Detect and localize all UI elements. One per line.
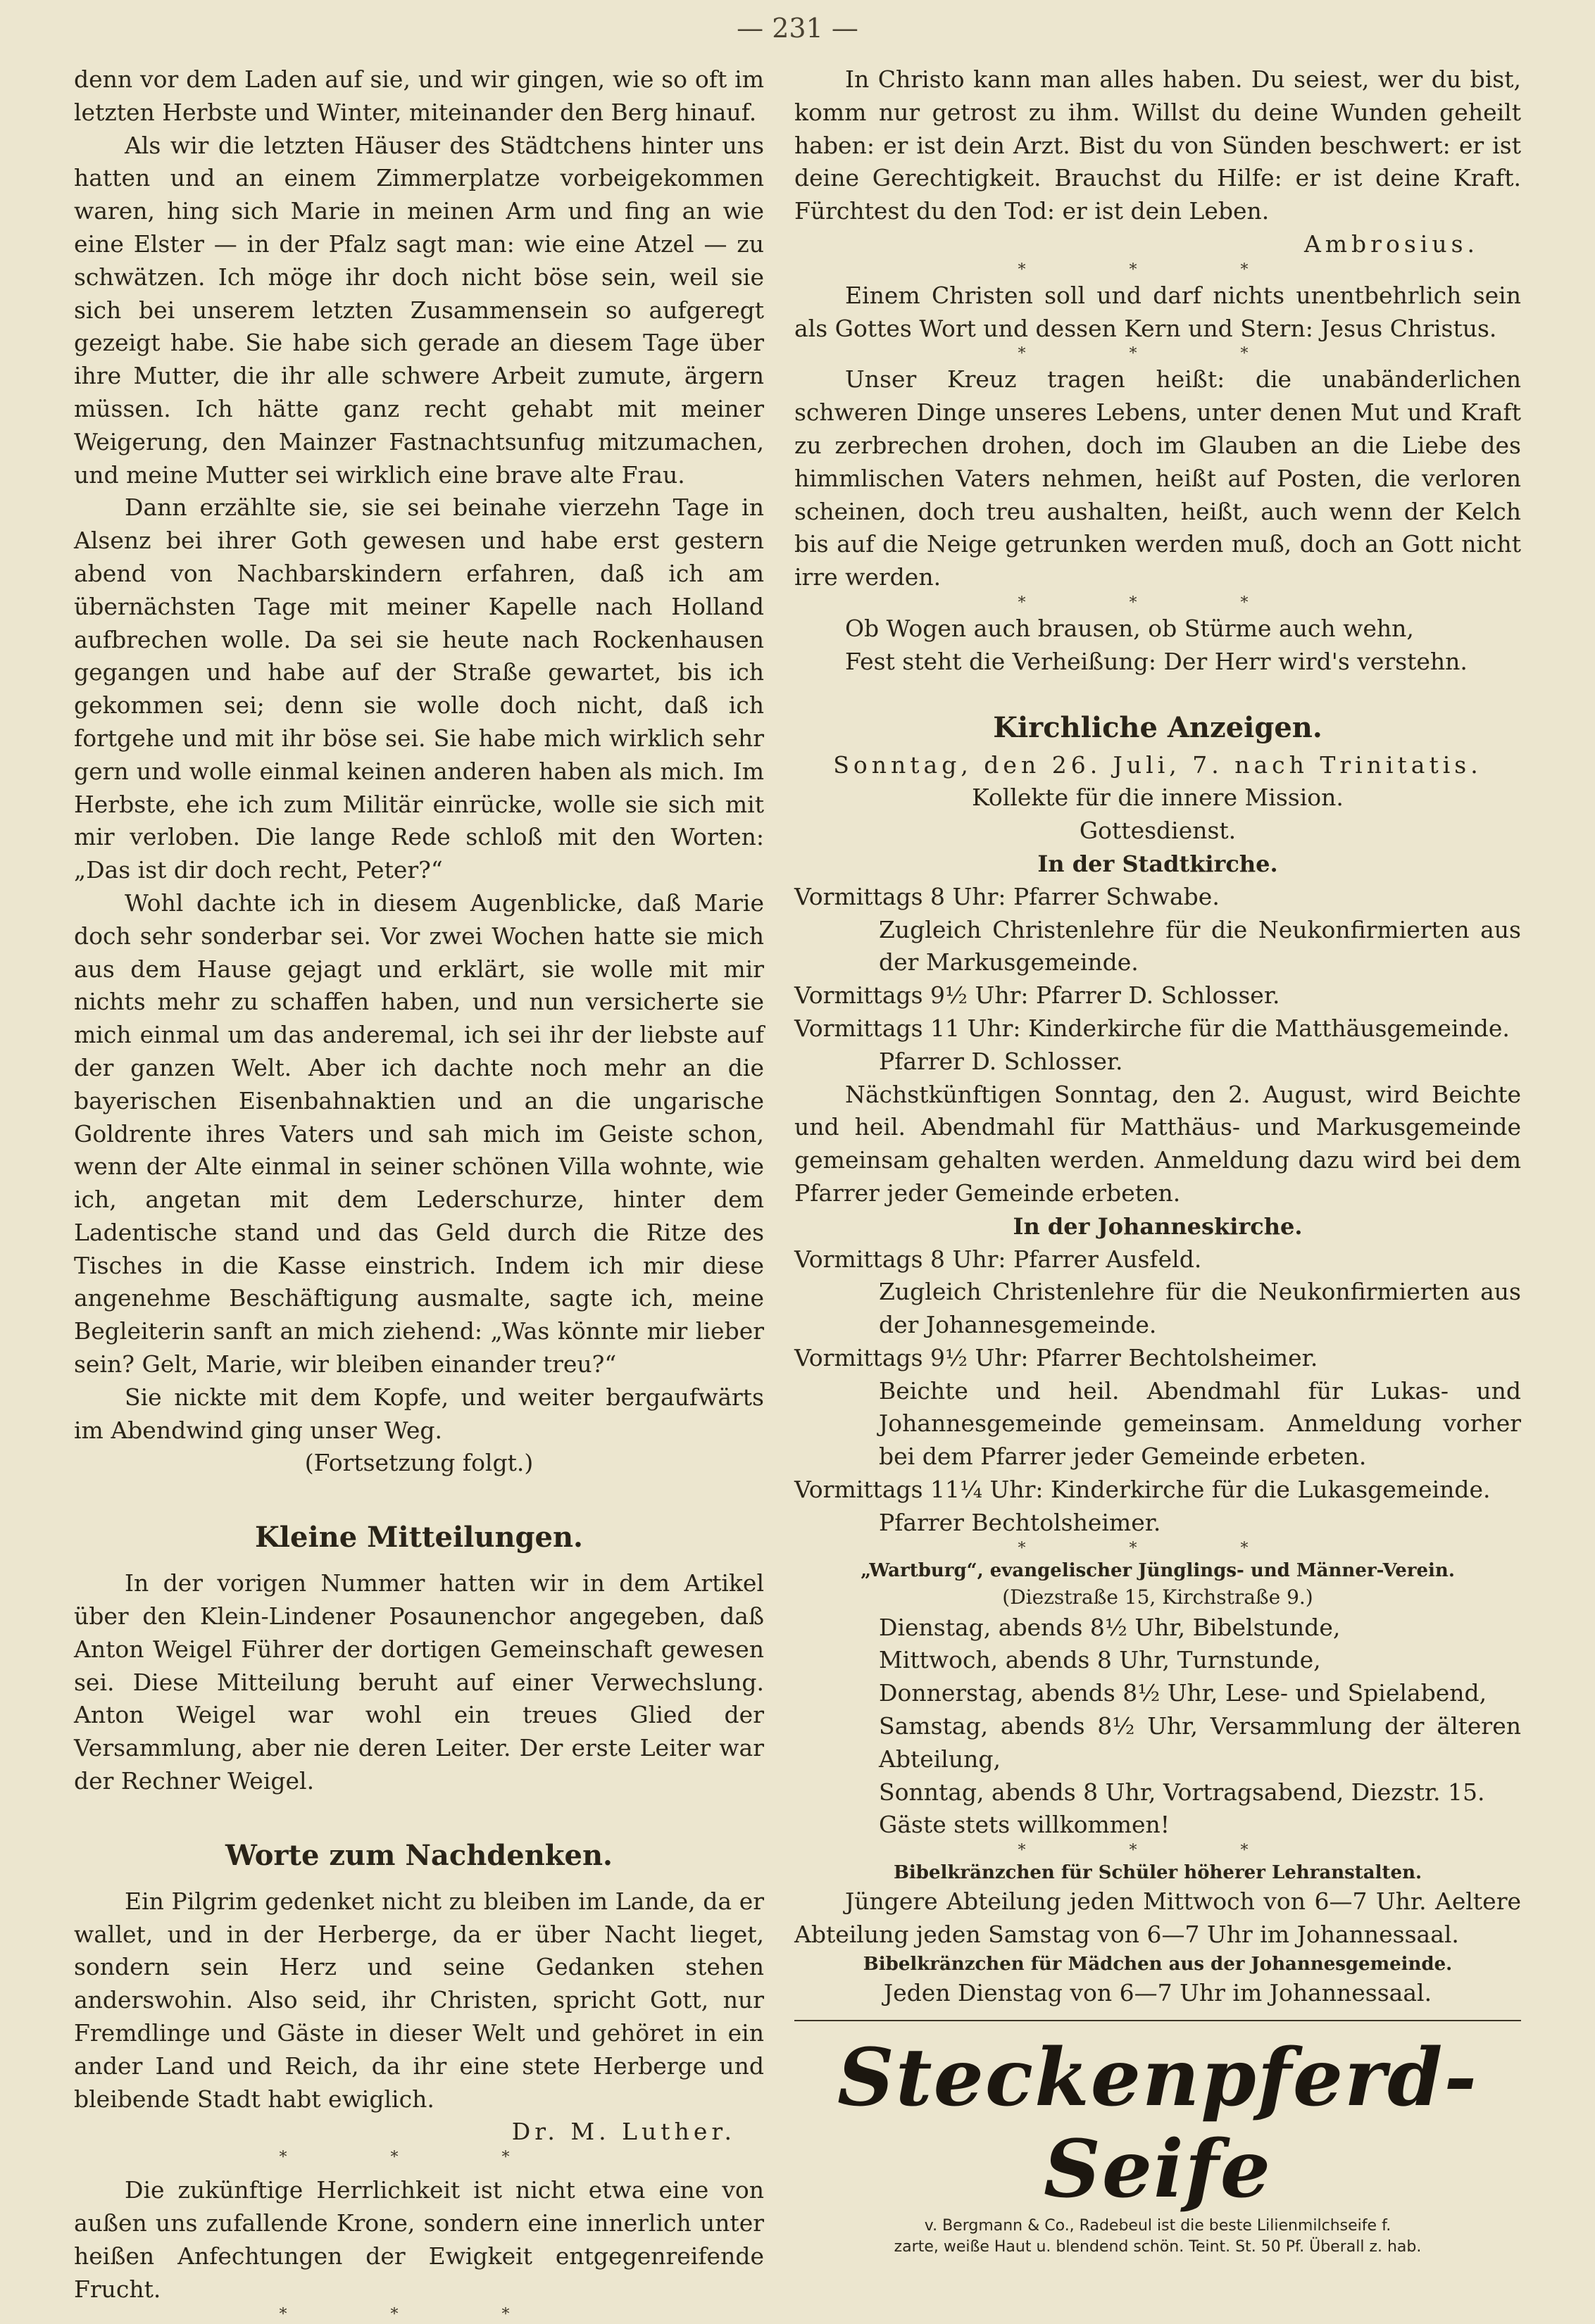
story-paragraph: denn vor dem Laden auf sie, und wir gingen, wie so oft im letzten Herbste und Winter, miteinander den Berg hinauf.	[74, 65, 764, 126]
story-paragraph: Wohl dachte ich in diesem Augenblicke, daß Marie doch sehr sonderbar sei. Vor zwei Wochen hatte sie mich aus dem Hause gejagt und erklärt, sie wolle mit mir nichts mehr zu schaffen haben, und nun versicherte sie mich einmal um das anderemal, ich sei ihr der liebste auf der ganzen Welt. Aber ich dachte noch mehr an die bayerischen Eisenbahnaktien und an die ungarische Goldrente ihres Vaters und sah mich im Geiste schon, wenn der Alte einmal in seiner schönen Villa wohnte, wie ich, angetan mit dem Lederschurze, hinter dem Ladentische stand und das Geld durch die Ritze des Tisches in die Kasse einstrich. Indem ich mir diese angenehme Beschäftigung ausmalte, sagte ich, meine Begleiterin sanft an mich ziehend: „Was könnte mir lieber sein? Gelt, Marie, wir bleiben einander treu?“	[74, 888, 764, 1378]
service-label: Gottesdienst.	[1079, 817, 1237, 845]
advertisement-divider	[794, 2020, 1521, 2021]
author-signature: Dr. M. Luther.	[511, 2118, 736, 2146]
story-paragraph: Dann erzählte sie, sie sei beinahe vierzehn Tage in Alsenz bei ihrer Goth gewesen und habe erst gestern abend von Nachbarskindern erfahren, daß ich am übernächsten Tage mit meiner Kapelle nach Holland aufbrechen wolle. Da sei sie heute nach Rockenhausen gegangen und habe auf der Straße gewartet, bis ich gekommen sei; denn sie wolle doch nicht, daß ich fortgehe und mit ihr böse sei. Sie habe mich wirklich sehr gern und wolle einmal keinen anderen haben als mich. Im Herbste, ehe ich zum Militär einrücke, wolle sie sich mit mir verloben. Die lange Rede schloß mit den Worten: „Das ist dir doch recht, Peter?“	[74, 494, 764, 884]
service-entry: Vormittags 11¼ Uhr: Kinderkirche für die Lukasgemeinde.	[794, 1476, 1491, 1504]
advertisement-line: zarte, weiße Haut u. blendend schön. Teint. St. 50 Pf. Überall z. hab.	[894, 2237, 1422, 2256]
wartburg-item: Sonntag, abends 8 Uhr, Vortragsabend, Diezstr. 15.	[879, 1778, 1485, 1806]
wartburg-heading: „Wartburg“, evangelischer Jünglings- und Männer-Verein.	[861, 1559, 1455, 1581]
advertisement-line: v. Bergmann & Co., Radebeul ist die beste Lilienmilchseife f.	[924, 2216, 1391, 2235]
service-detail: Zugleich Christenlehre für die Neukonfirmierten aus der Markusgemeinde.	[879, 915, 1521, 976]
worte-heading: Worte zum Nachdenken.	[225, 1838, 613, 1872]
page-number: — 231 —	[737, 13, 858, 44]
steckenpferd-seife-logo: Steckenpferd-Seife	[837, 2031, 1478, 2216]
service-detail: Zugleich Christenlehre für die Neukonfirmierten aus der Johannesgemeinde.	[879, 1278, 1521, 1339]
kleine-mitteilungen-text: In der vorigen Nummer hatten wir in dem Artikel über den Klein-Lindener Posaunenchor angegeben, daß Anton Weigel Führer der dortigen Gemeinschaft gewesen sei. Diese Mitteilung beruht auf einer Verwechslung. Anton Weigel war wohl ein treues Glied der Versammlung, aber nie deren Leiter. Der erste Leiter war der Rechner Weigel.	[74, 1569, 764, 1795]
bibelkraenzchen-schueler-text: Jüngere Abteilung jeden Mittwoch von 6—7 Uhr. Aeltere Abteilung jeden Samstag von 6—7 Uhr im Johannessaal.	[794, 1888, 1521, 1949]
kleine-mitteilungen-heading: Kleine Mitteilungen.	[255, 1521, 583, 1554]
story-paragraph: Als wir die letzten Häuser des Städtchens hinter uns hatten und an einem Zimmerplatze vorbeigekommen waren, hing sich Marie in meinen Arm und fing an wie eine Elster — in der Pfalz sagt man: wie eine Atzel — zu schwätzen. Ich möge ihr doch nicht böse sein, weil sie sich bei unserem letzten Zusammensein so aufgeregt gezeigt habe. Sie habe sich gerade an diesem Tage über ihre Mutter, die ihr alle schwere Arbeit zumute, ärgern müssen. Ich hätte ganz recht gehabt mit meiner Weigerung, den Mainzer Fastnachtsunfug mitzumachen, und meine Mutter sei wirklich eine brave alte Frau.	[74, 131, 764, 489]
verse-line: Fest steht die Verheißung: Der Herr wird's verstehn.	[845, 647, 1468, 675]
wartburg-guests: Gäste stets willkommen!	[879, 1811, 1170, 1839]
kirchliche-anzeigen-heading: Kirchliche Anzeigen.	[993, 710, 1322, 744]
sunday-date: Sonntag, den 26. Juli, 7. nach Trinitatis.	[833, 750, 1482, 779]
quote-paragraph: Einem Christen soll und darf nichts unentbehrlich sein als Gottes Wort und dessen Kern und Stern: Jesus Christus.	[794, 281, 1521, 342]
quote-paragraph: In Christo kann man alles haben. Du seiest, wer du bist, komm nur getrost zu ihm. Willst du deine Wunden geheilt haben: er ist dein Arzt. Bist du von Sünden beschwert: er ist deine Gerechtigkeit. Brauchst du Hilfe: er ist deine Kraft. Fürchtest du den Tod: er ist dein Leben.	[794, 65, 1521, 225]
verse-line: Ob Wogen auch brausen, ob Stürme auch wehn,	[845, 614, 1414, 642]
wartburg-item: Samstag, abends 8½ Uhr, Versammlung der älteren Abteilung,	[879, 1712, 1521, 1773]
service-entry: Vormittags 8 Uhr: Pfarrer Ausfeld.	[794, 1245, 1202, 1273]
separator-stars: * * *	[279, 2306, 559, 2324]
bibelkraenzchen-maedchen-text: Jeden Dienstag von 6—7 Uhr im Johannessaal.	[883, 1978, 1432, 2006]
wartburg-item: Dienstag, abends 8½ Uhr, Bibelstunde,	[879, 1613, 1341, 1641]
separator-stars: * * *	[1018, 1539, 1298, 1557]
worte-paragraph: Ein Pilgrim gedenket nicht zu bleiben im Lande, da er wallet, und in der Herberge, da er über Nacht lieget, sondern sein Herz und seine Gedanken stehen anderswohin. Also seid, ihr Christen, spricht Gott, nur Fremdlinge und Gäste in dieser Welt und gehöret in ein ander Land und Reich, da ihr eine stete Herberge und bleibende Stadt habt ewiglich.	[74, 1887, 764, 2113]
wartburg-address: (Diezstraße 15, Kirchstraße 9.)	[1002, 1585, 1313, 1609]
separator-stars: * * *	[1018, 1842, 1298, 1860]
continuation-note: (Fortsetzung folgt.)	[304, 1449, 534, 1477]
separator-stars: * * *	[1018, 260, 1298, 279]
separator-stars: * * *	[1018, 345, 1298, 363]
separator-stars: * * *	[1018, 593, 1298, 612]
johanneskirche-heading: In der Johanneskirche.	[1013, 1212, 1303, 1240]
collection-note: Kollekte für die innere Mission.	[972, 784, 1344, 812]
quote-paragraph: Unser Kreuz tragen heißt: die unabänderlichen schweren Dinge unseres Lebens, unter denen Mut und Kraft zu zerbrechen drohen, doch im Glauben an die Liebe des himmlischen Vaters nehmen, heißt auf Posten, die verloren scheinen, doch treu aushalten, heißt, auch wenn der Kelch bis auf die Neige getrunken werden muß, doch an Gott nicht irre werden.	[794, 365, 1521, 591]
bibelkraenzchen-maedchen-heading: Bibelkränzchen für Mädchen aus der Johannesgemeinde.	[863, 1953, 1453, 1975]
service-entry: Vormittags 11 Uhr: Kinderkirche für die Matthäusgemeinde.	[794, 1014, 1510, 1042]
story-paragraph: Sie nickte mit dem Kopfe, und weiter bergaufwärts im Abendwind ging unser Weg.	[74, 1383, 764, 1444]
service-entry: Vormittags 8 Uhr: Pfarrer Schwabe.	[794, 882, 1220, 910]
bibelkraenzchen-schueler-heading: Bibelkränzchen für Schüler höherer Lehranstalten.	[893, 1862, 1422, 1884]
separator-stars: * * *	[279, 2149, 559, 2167]
service-entry: Vormittags 9½ Uhr: Pfarrer Bechtolsheimer.	[794, 1343, 1318, 1371]
stadtkirche-heading: In der Stadtkirche.	[1037, 850, 1278, 877]
wartburg-item: Donnerstag, abends 8½ Uhr, Lese- und Spielabend,	[879, 1679, 1487, 1707]
worte-paragraph: Die zukünftige Herrlichkeit ist nicht etwa eine von außen uns zufallende Krone, sondern eine innerlich unter heißen Anfechtungen der Ewigkeit entgegenreifende Frucht.	[74, 2176, 764, 2303]
announcement-paragraph: Nächstkünftigen Sonntag, den 2. August, wird Beichte und heil. Abendmahl für Matthäus- und Markusgemeinde gemeinsam gehalten werden. Anmeldung dazu wird bei dem Pfarrer jeder Gemeinde erbeten.	[794, 1080, 1521, 1207]
service-detail: Beichte und heil. Abendmahl für Lukas- und Johannesgemeinde gemeinsam. Anmeldung vorher bei dem Pfarrer jeder Gemeinde erbeten.	[879, 1376, 1521, 1471]
left-column	[74, 63, 764, 2324]
wartburg-item: Mittwoch, abends 8 Uhr, Turnstunde,	[879, 1646, 1321, 1674]
right-column	[794, 63, 1521, 2258]
service-entry: Vormittags 9½ Uhr: Pfarrer D. Schlosser.	[794, 981, 1280, 1010]
service-detail: Pfarrer Bechtolsheimer.	[879, 1508, 1161, 1536]
quote-author: Ambrosius.	[1303, 230, 1479, 258]
service-detail: Pfarrer D. Schlosser.	[879, 1047, 1123, 1075]
